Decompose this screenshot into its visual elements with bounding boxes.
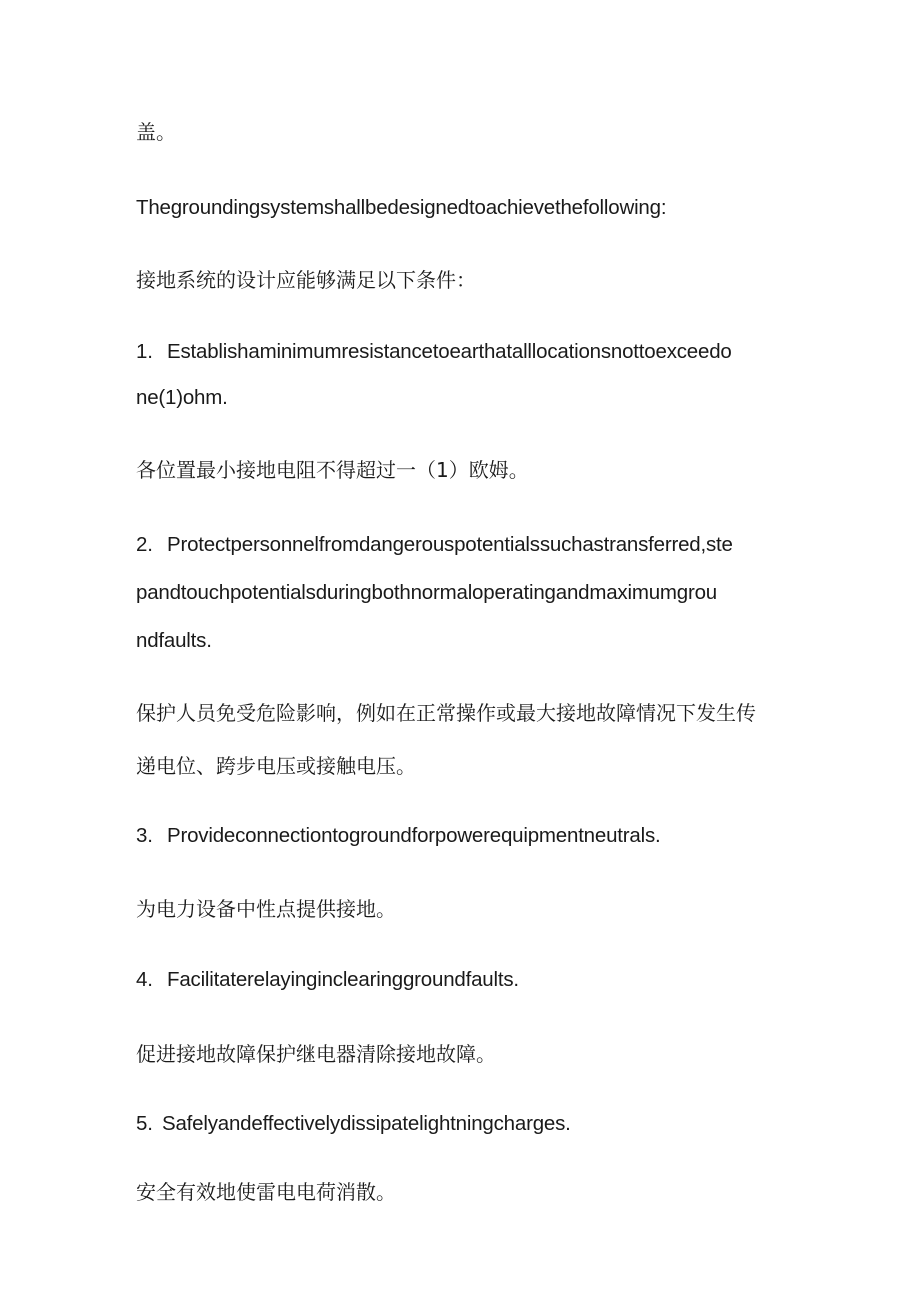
item-5-english bbox=[136, 1109, 796, 1139]
item-5-chinese: 安全有效地使雷电电荷消散。 bbox=[136, 1180, 396, 1204]
continuation-text: 盖。 bbox=[136, 120, 176, 144]
item-1-chinese: 各位置最小接地电阻不得超过一（1）欧姆。 bbox=[136, 458, 529, 482]
item-5-english-text: Safelyandeffectivelydissipatelightningcharges. bbox=[162, 1112, 571, 1135]
item-1-english-line-2: ne(1)ohm. bbox=[136, 386, 228, 409]
item-4-english-text: Facilitaterelayinginclearinggroundfaults. bbox=[167, 968, 519, 991]
item-4-number: 4. bbox=[136, 968, 153, 991]
item-2-english-line-3: ndfaults. bbox=[136, 629, 212, 652]
item-2-english-line-2: pandtouchpotentialsduringbothnormaloperatingandmaximumgrou bbox=[136, 581, 718, 604]
item-5-number: 5. bbox=[136, 1112, 153, 1135]
item-1-number: 1. bbox=[136, 340, 153, 363]
item-3-english-text: Provideconnectiontogroundforpowerequipmentneutrals. bbox=[167, 824, 661, 847]
item-2-number: 2. bbox=[136, 533, 153, 556]
item-2-english-text: Protectpersonnelfromdangerouspotentialssuchastransferred,ste bbox=[167, 533, 733, 556]
intro-english: Thegroundingsystemshallbedesignedtoachievethefollowing: bbox=[136, 196, 667, 219]
item-1-english-text: Establishaminimumresistancetoearthatalllocationsnottoexceedo bbox=[167, 340, 732, 363]
item-3-number: 3. bbox=[136, 824, 153, 847]
item-3-english bbox=[136, 821, 796, 851]
item-4-chinese: 促进接地故障保护继电器清除接地故障。 bbox=[136, 1042, 496, 1066]
item-2-chinese-line-1: 保护人员免受危险影响，例如在正常操作或最大接地故障情况下发生传 bbox=[136, 701, 756, 725]
item-2-chinese-line-2: 递电位、跨步电压或接触电压。 bbox=[136, 754, 416, 778]
item-2-english-line-1 bbox=[136, 530, 796, 560]
item-1-english-line-1 bbox=[136, 337, 796, 367]
item-4-english bbox=[136, 965, 796, 995]
intro-chinese: 接地系统的设计应能够满足以下条件： bbox=[136, 268, 476, 292]
item-3-chinese: 为电力设备中性点提供接地。 bbox=[136, 897, 396, 921]
